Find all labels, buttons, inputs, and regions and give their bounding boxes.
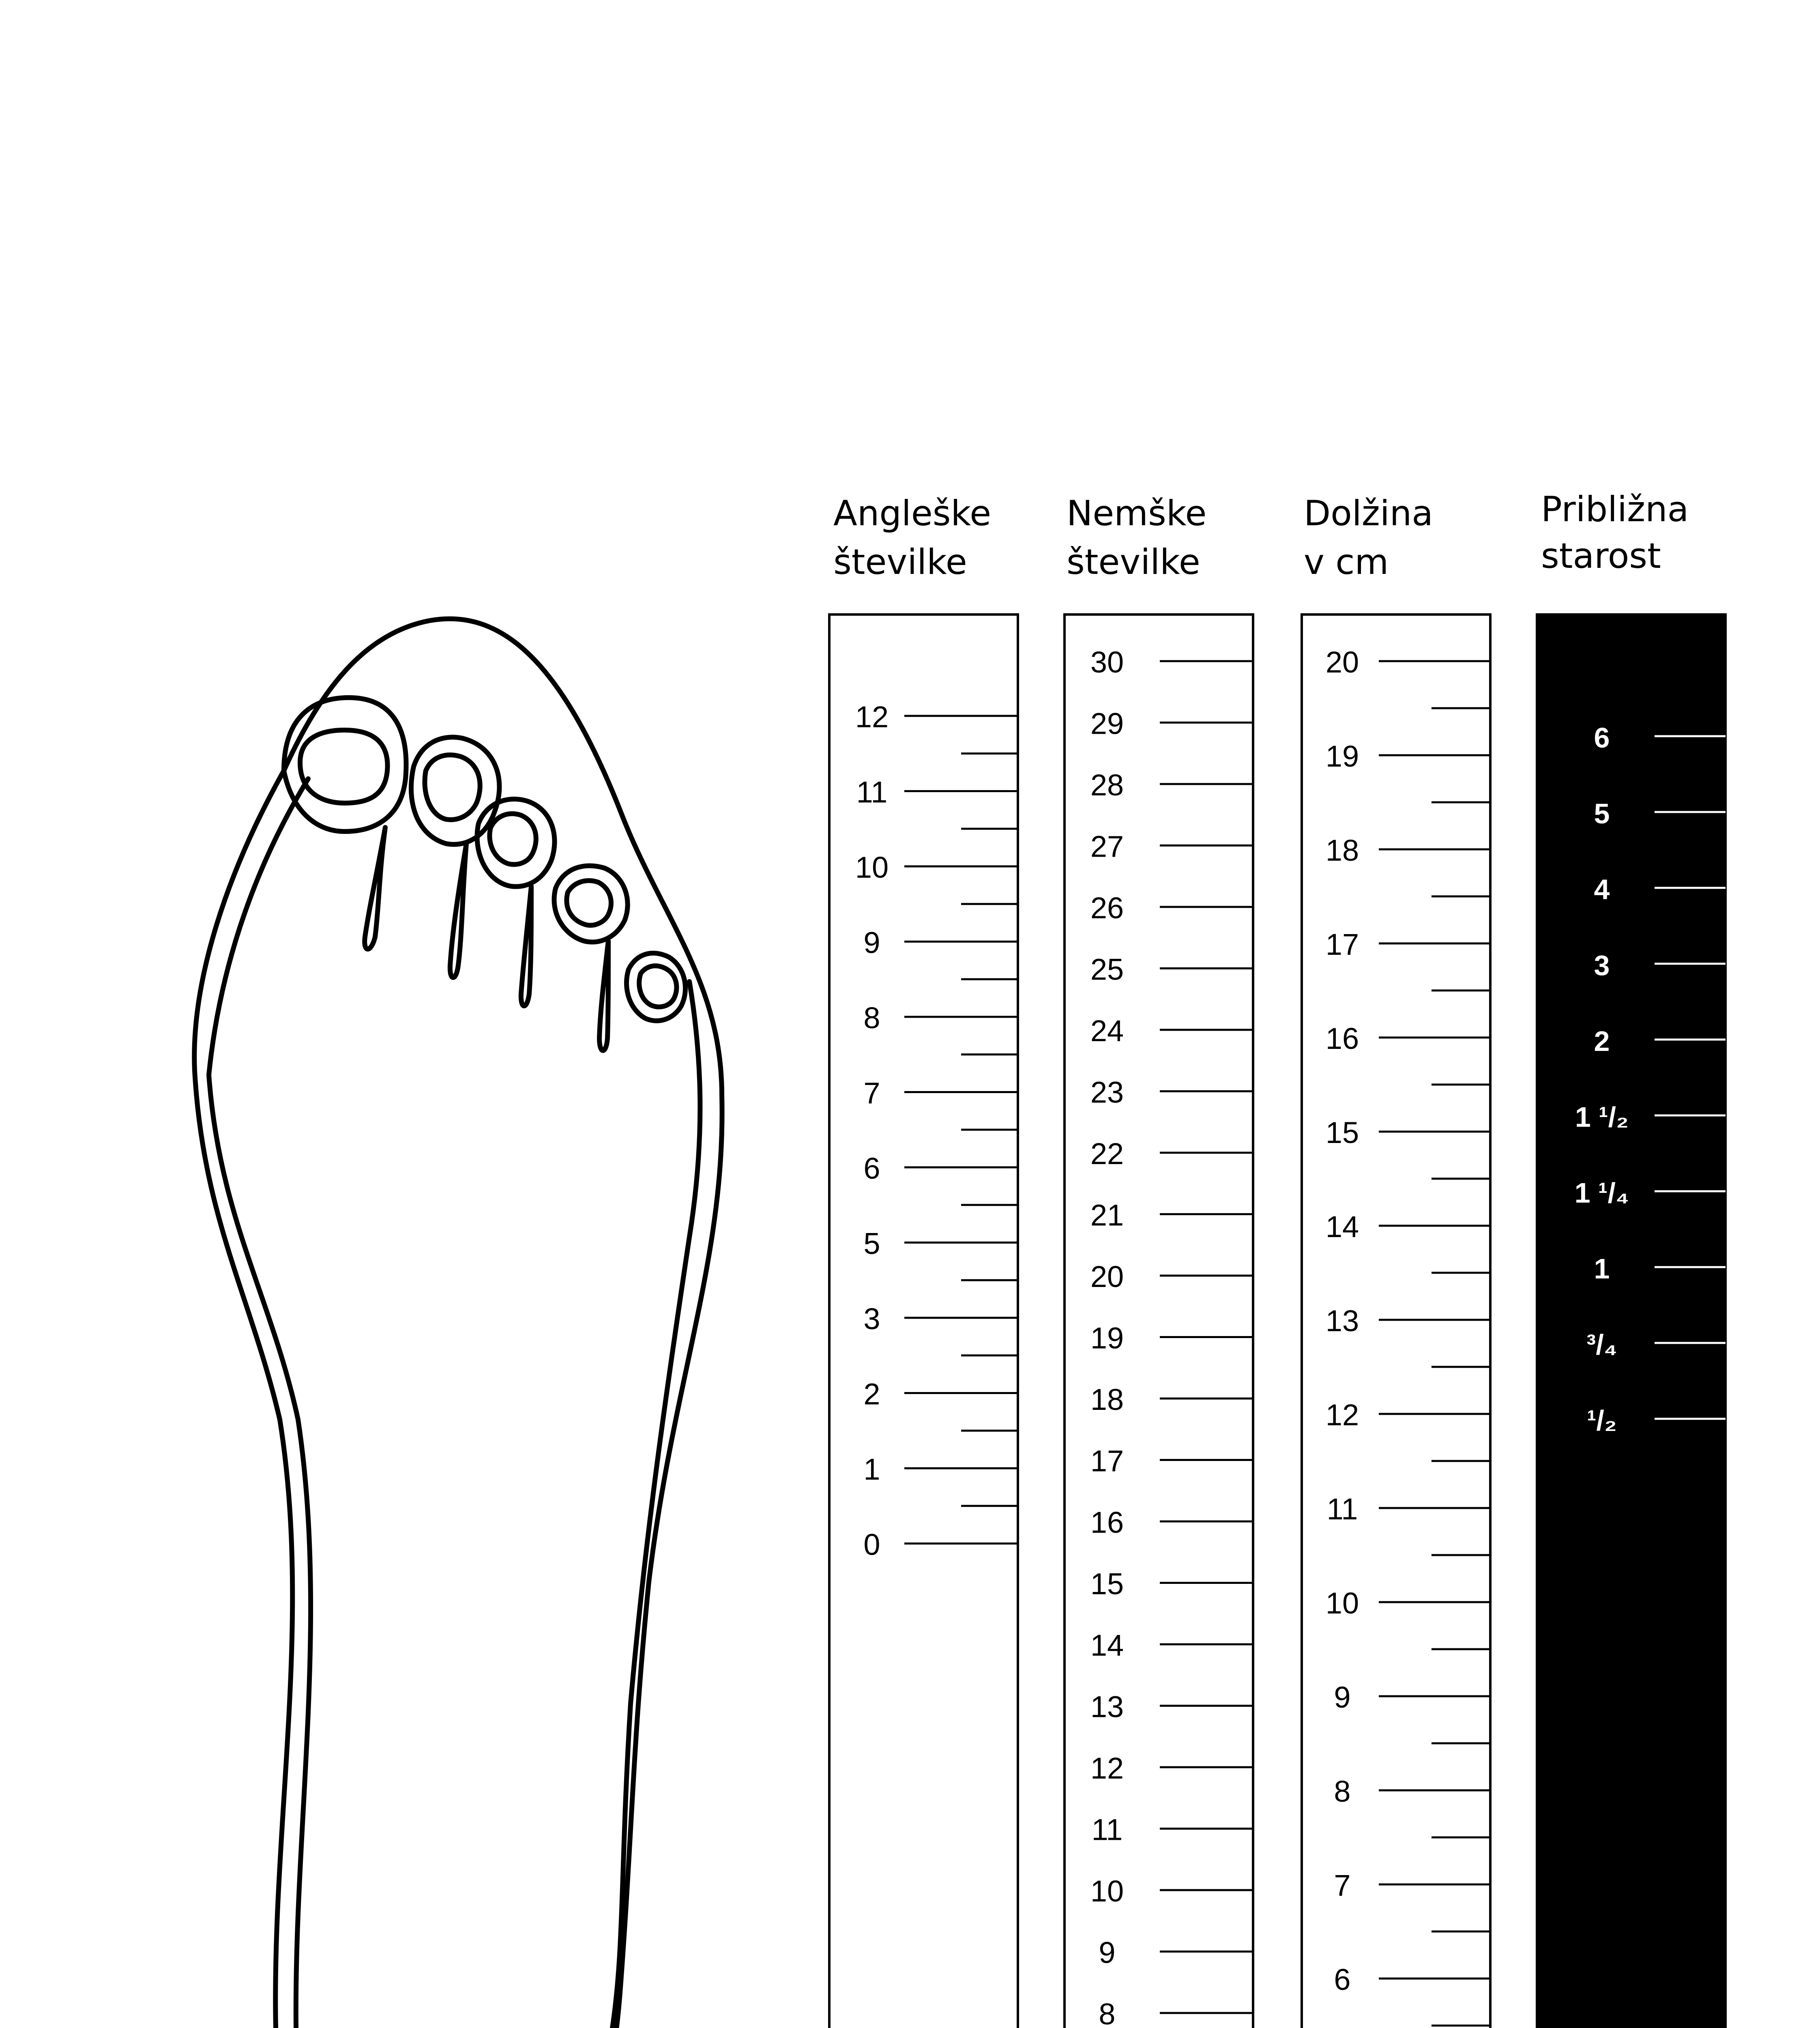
big-toe-nail	[300, 730, 388, 803]
length-scale-label: 17	[1325, 928, 1359, 961]
age-scale-label: 2	[1594, 1025, 1610, 1057]
german-scale-label: 24	[1090, 1014, 1124, 1048]
english-scale-label: 8	[863, 1001, 880, 1035]
length-scale-label: 7	[1334, 1869, 1351, 1902]
age-scale-label: 1	[1594, 1253, 1610, 1285]
german-scale-label: 8	[1099, 1997, 1116, 2028]
toe-crease-4	[599, 941, 608, 1051]
length-header-line2: v cm	[1304, 542, 1389, 582]
age-scale-label: 5	[1594, 798, 1610, 829]
german-scale-label: 9	[1099, 1936, 1116, 1970]
length-scale-label: 11	[1326, 1492, 1358, 1526]
german-scale-label: 30	[1090, 645, 1124, 679]
english-scale-label: 9	[863, 926, 880, 960]
german-scale-label: 13	[1090, 1690, 1124, 1724]
length-scale-label: 15	[1325, 1116, 1359, 1149]
english-scale-label: 5	[863, 1227, 880, 1261]
length-header-line1: Dolžina	[1304, 493, 1433, 534]
english-header-line2: številke	[833, 542, 967, 582]
age-scale-label: 3	[1594, 950, 1610, 981]
german-scale-label: 27	[1090, 829, 1124, 864]
german-scale-label: 10	[1090, 1874, 1124, 1908]
age-header-line2: starost	[1541, 536, 1661, 576]
english-scale-label: 10	[855, 851, 889, 884]
english-scale-box	[829, 614, 1018, 2028]
german-scale-label: 28	[1090, 768, 1124, 802]
toe-crease-2	[450, 844, 466, 977]
age-scale-label: 1 ¹/₄	[1574, 1177, 1629, 1209]
length-scale-label: 16	[1325, 1022, 1359, 1055]
german-scale-label: 25	[1090, 952, 1124, 986]
german-scale-label: 11	[1091, 1813, 1123, 1847]
german-scale-label: 15	[1090, 1567, 1124, 1601]
german-scale-label: 16	[1090, 1506, 1124, 1539]
length-scale-label: 8	[1334, 1774, 1351, 1808]
age-scale-label: ¹/₂	[1587, 1405, 1617, 1436]
english-scale-label: 12	[855, 700, 889, 734]
age-scale-label: 6	[1594, 722, 1610, 754]
english-scale-label: 1	[863, 1452, 880, 1486]
german-scale-label: 18	[1090, 1383, 1124, 1416]
german-header-line1: Nemške	[1067, 493, 1207, 534]
length-scale-label: 20	[1325, 645, 1359, 679]
english-scale-label: 7	[863, 1076, 880, 1110]
length-scale-label: 14	[1325, 1210, 1359, 1244]
length-scale-label: 19	[1325, 739, 1359, 773]
length-scale-label: 6	[1334, 1963, 1351, 1996]
length-scale-label: 18	[1325, 834, 1359, 867]
toe-crease-3	[521, 886, 531, 1006]
little-toe-nail	[639, 966, 676, 1007]
german-scale-label: 17	[1090, 1444, 1124, 1478]
german-scale-label: 19	[1090, 1321, 1124, 1355]
age-scale-box	[1537, 614, 1726, 2028]
german-scale-label: 29	[1090, 707, 1124, 741]
length-scale-label: 13	[1325, 1304, 1359, 1338]
german-scale-label: 23	[1090, 1075, 1124, 1109]
third-toe-nail	[489, 814, 536, 864]
german-scale-label: 12	[1090, 1751, 1124, 1785]
age-scale-label: 4	[1594, 874, 1610, 905]
english-scale-label: 3	[863, 1302, 880, 1336]
german-scale-label: 26	[1090, 891, 1124, 925]
length-scale-label: 9	[1334, 1680, 1351, 1714]
length-scale-label: 10	[1325, 1586, 1359, 1620]
english-scale-label: 0	[863, 1527, 880, 1562]
german-scale-label: 20	[1090, 1260, 1124, 1293]
english-scale-label: 6	[863, 1151, 880, 1185]
length-scale-label: 12	[1325, 1398, 1359, 1432]
english-scale-label: 2	[863, 1377, 880, 1411]
fourth-toe-nail	[567, 881, 611, 925]
english-header-line1: Angleške	[833, 493, 992, 534]
english-scale-label: 11	[856, 775, 888, 809]
german-scale-label: 14	[1090, 1628, 1124, 1662]
second-toe-nail	[425, 755, 480, 820]
german-scale-label: 21	[1090, 1198, 1124, 1232]
foot-outline-drawing	[194, 619, 722, 2028]
foot-outer-outline	[194, 619, 722, 2028]
age-scale-label: 1 ¹/₂	[1575, 1101, 1629, 1133]
german-scale-label: 22	[1090, 1137, 1124, 1171]
age-header-line1: Približna	[1541, 489, 1689, 530]
age-scale-label: ³/₄	[1586, 1329, 1618, 1360]
german-header-line2: številke	[1067, 542, 1200, 582]
toe-crease-1	[365, 827, 385, 949]
